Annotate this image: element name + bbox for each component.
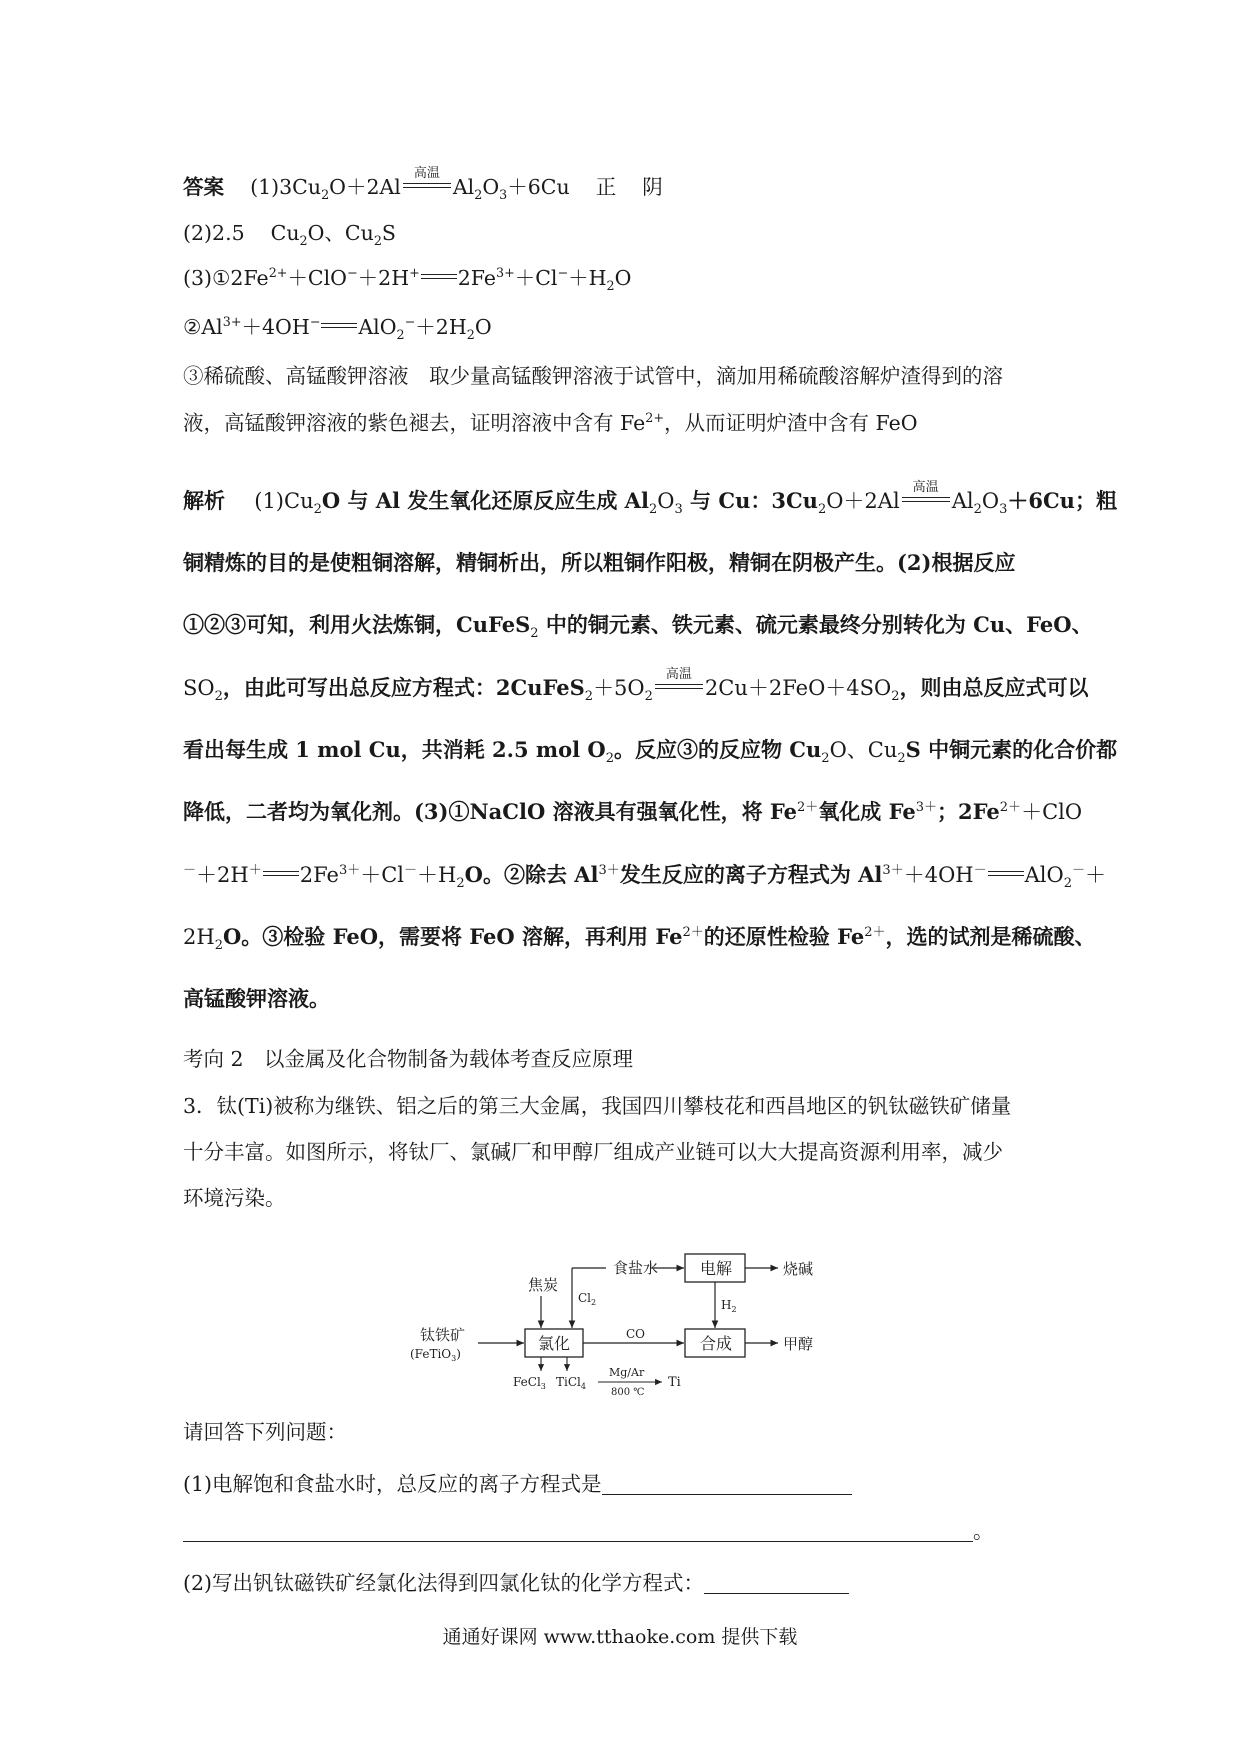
- cl2-label: $Cl_2$: [578, 1291, 597, 1307]
- answer-line-2: (2)2.5 $Cu_2O$、$Cu_2S$: [183, 221, 396, 249]
- answer-blank[interactable]: [183, 1519, 973, 1542]
- equals-sign: [988, 864, 1024, 882]
- ask-line: 请回答下列问题：: [183, 1420, 347, 1444]
- ticl4-label: TiCl$_4$: [556, 1375, 586, 1391]
- analysis-line-3: ①②③可知，利用火法炼铜，CuFeS$_2$ 中的铜元素、铁元素、硫元素最终分别转化为 Cu、FeO、: [183, 612, 1093, 642]
- analysis-line-6: 降低，二者均为氧化剂。(3)①NaClO 溶液具有强氧化性，将 $Fe^{2+}$氧化成 $Fe^{3+}$；$2Fe^{2+}+ClO$: [183, 799, 1083, 824]
- question-3-line-2: 十分丰富。如图所示，将钛厂、氯碱厂和甲醇厂组成产业链可以大大提高资源利用率，减少: [183, 1140, 1003, 1164]
- answer-line-3: $(3)①2Fe^{2+}+ClO^-+2H^+$ $2Fe^{3+}+Cl^-+H_2O$: [183, 265, 632, 294]
- caustic-soda-label: 烧碱: [783, 1260, 814, 1278]
- ti-label: Ti: [668, 1375, 681, 1390]
- answer-line-1: 答案 $(1)3Cu_2O+2Al$ 高温 $Al_2O_3+6Cu$ 正 阴: [183, 166, 663, 203]
- brine-label: 食盐水: [613, 1259, 659, 1277]
- question-3-line-1: 3．钛(Ti)被称为继铁、铝之后的第三大金属，我国四川攀枝花和西昌地区的钒钛磁铁矿储量: [183, 1094, 1012, 1118]
- temp-label: 800 ℃: [611, 1387, 645, 1398]
- answer-blank[interactable]: [602, 1472, 852, 1495]
- answer-line-5: ③稀硫酸、高锰酸钾溶液 取少量高锰酸钾溶液于试管中，滴加用稀硫酸溶解炉渣得到的溶: [183, 364, 1003, 388]
- electrolysis-label: 电解: [700, 1259, 733, 1278]
- question-3-2: (2)写出钒钛磁铁矿经氯化法得到四氯化钛的化学方程式：: [183, 1568, 849, 1598]
- fecl3-label: FeCl$_3$: [513, 1375, 546, 1391]
- ore-formula-label: (FeTiO$_3$): [410, 1347, 461, 1363]
- question-3-1: (1)电解饱和食盐水时，总反应的离子方程式是: [183, 1469, 852, 1499]
- section-title: 考向 2 以金属及化合物制备为载体考查反应原理: [183, 1047, 634, 1071]
- ore-label: 钛铁矿: [420, 1326, 466, 1344]
- analysis-line-1: 解析 $(1)Cu_2O$ 与 Al 发生氧化还原反应生成 $Al_2O_3$ 与 Cu：$3Cu_2O+2Al$ 高温 $Al_2O_3+6Cu$；粗: [183, 480, 1117, 518]
- answer-line-6: 液，高锰酸钾溶液的紫色褪去，证明溶液中含有 $Fe^{2+}$，从而证明炉渣中含有 FeO: [183, 410, 918, 435]
- analysis-line-2: 铜精炼的目的是使粗铜溶解，精铜析出，所以粗铜作阳极，精铜在阴极产生。(2)根据反应: [183, 550, 1016, 575]
- h2-label: $H_2$: [721, 1298, 737, 1314]
- question-3-1-cont: 。: [183, 1516, 994, 1546]
- equals-sign: [263, 864, 299, 882]
- analysis-line-9: 高锰酸钾溶液。: [183, 986, 330, 1011]
- question-3-line-3: 环境污染。: [183, 1186, 286, 1210]
- analysis-label: 解析: [183, 488, 225, 513]
- analysis-line-5: 看出每生成 1 mol Cu，共消耗 2.5 mol $O_2$。反应③的反应物 $Cu_2O$、$Cu_2S$ 中铜元素的化合价都: [183, 737, 1118, 767]
- coke-label: 焦炭: [528, 1276, 559, 1294]
- high-temp-condition: 高温: [403, 174, 451, 196]
- chlorination-label: 氯化: [538, 1334, 571, 1353]
- equals-sign: [321, 316, 357, 334]
- answer-label: 答案: [183, 175, 224, 199]
- analysis-line-7: －＋2H＋ $2Fe^{3+}+Cl^-+H_2O$。②除去 $Al^{3+}$发生反应的离子方程式为 $Al^{3+}+4OH^-$ AlO$_2$－＋: [183, 862, 1107, 892]
- answer-line-4: $②Al^{3+}+4OH^-$ $AlO_2^-+2H_2O$: [183, 314, 492, 343]
- titanium-process-diagram: [400, 1218, 840, 1398]
- mg-ar-label: Mg/Ar: [609, 1366, 645, 1379]
- equals-sign: [421, 267, 457, 285]
- methanol-label: 甲醇: [783, 1335, 814, 1353]
- analysis-line-8: $2H_2O$。③检验 FeO，需要将 FeO 溶解，再利用 $Fe^{2+}$的还原性检验 $Fe^{2+}$，选的试剂是稀硫酸、: [183, 924, 1096, 954]
- synthesis-label: 合成: [700, 1334, 733, 1353]
- analysis-line-4: $SO_2$，由此可写出总反应方程式：$2CuFeS_2+5O_2$ 高温 $2Cu+2FeO+4SO_2$，则由总反应式可以: [183, 667, 1089, 705]
- high-temp-condition: 高温: [655, 675, 703, 697]
- co-label: CO: [626, 1327, 646, 1341]
- high-temp-condition: 高温: [902, 488, 950, 510]
- footer-text: 通通好课网 www.tthaoke.com 提供下载: [442, 1626, 798, 1648]
- answer-blank[interactable]: [704, 1571, 849, 1594]
